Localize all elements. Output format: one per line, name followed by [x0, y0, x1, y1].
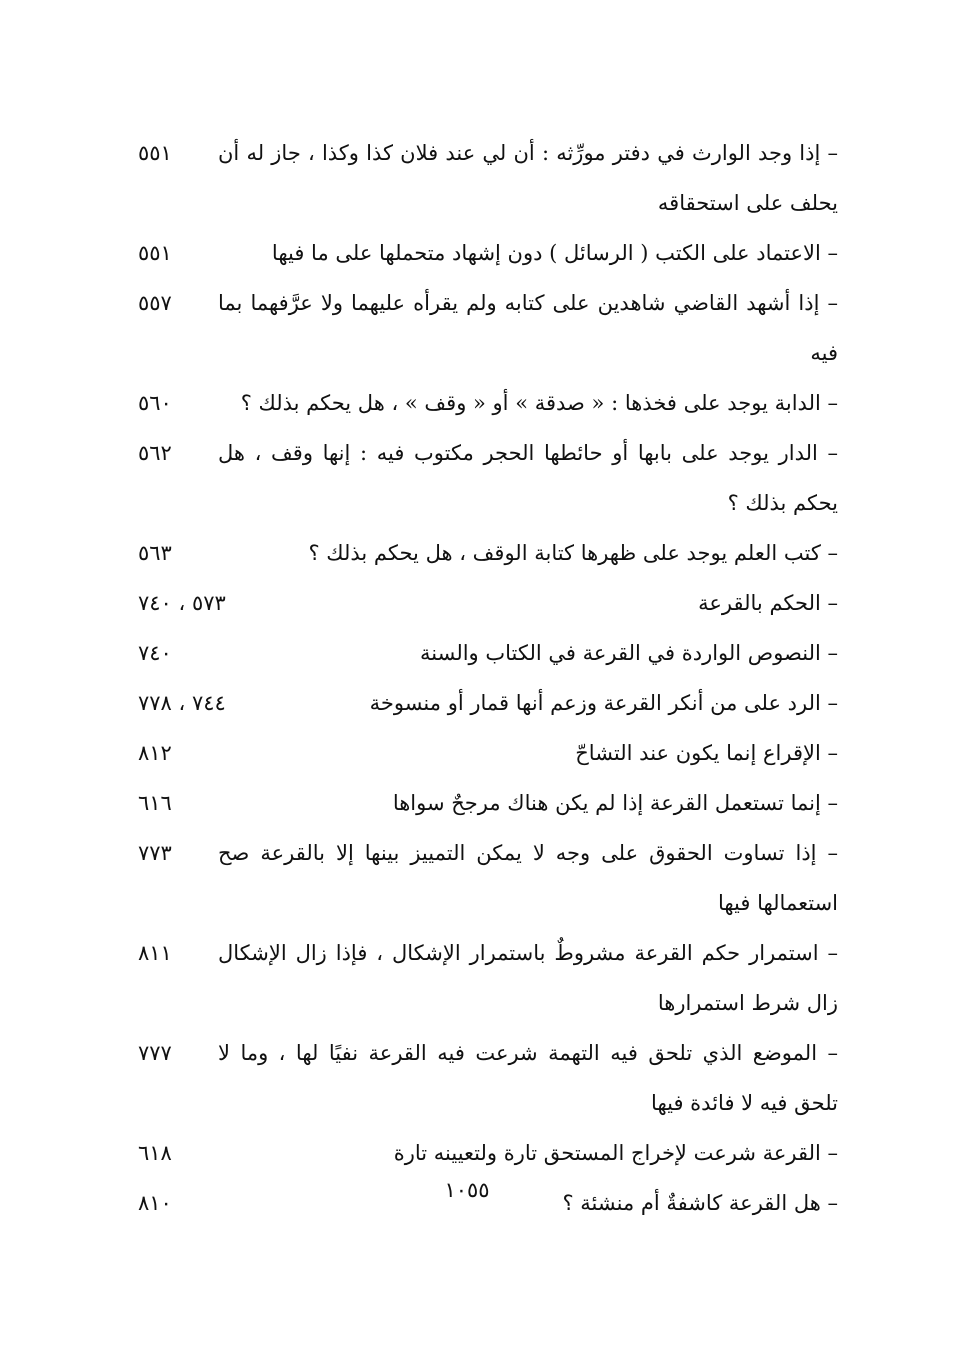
index-entry: [138, 628, 838, 678]
entry-page-ref: ٧٤٠: [138, 641, 172, 665]
entry-text: – كتب العلم يوجد على ظهرها كتابة الوقف ، هل يحكم بذلك ؟: [308, 541, 838, 565]
entry-text: – الحكم بالقرعة: [698, 591, 838, 615]
entry-page-ref: ٥٥٧: [138, 291, 172, 315]
entry-page-ref: ٧٤٤ ، ٧٧٨: [138, 691, 226, 715]
entry-page-ref: ٥٥١: [138, 141, 172, 165]
entry-text: – إنما تستعمل القرعة إذا لم يكن هناك مرجحٌ سواها: [392, 791, 838, 815]
entry-page-ref: ٥٦٠: [138, 391, 172, 415]
entry-page-ref: ٨١٠: [138, 1191, 172, 1215]
index-entry: [138, 678, 838, 728]
index-entry: [138, 378, 838, 428]
entry-page-ref: ٨١١: [138, 941, 172, 965]
index-entry: [138, 528, 838, 578]
entry-page-ref: ٥٦٢: [138, 441, 172, 465]
index-entry: [138, 278, 838, 378]
index-entry: [138, 228, 838, 278]
entry-page-ref: ٦١٦: [138, 791, 172, 815]
entry-text: – الاعتماد على الكتب ( الرسائل ) دون إشهاد متحملها على ما فيها: [271, 241, 838, 265]
entry-text: – إذا وجد الوارث في دفتر مورِّثه : أن لي عند فلان كذا وكذا ، جاز له أن يحلف على استحقاقه: [218, 141, 838, 215]
entry-page-ref: ٧٧٣: [138, 841, 172, 865]
entry-text: – الموضع الذي تلحق فيه التهمة شرعت فيه القرعة نفيًا لها ، وما لا تلحق فيه لا فائدة فيها: [218, 1041, 838, 1115]
index-entry: [138, 778, 838, 828]
entry-text: – الرد على من أنكر القرعة وزعم أنها قمار أو منسوخة: [369, 691, 838, 715]
entry-text: – إذا أشهد القاضي شاهدين على كتابه ولم يقرأه عليهما ولا عرَّفهما بما فيه: [218, 291, 838, 365]
entry-page-ref: ٥٦٣: [138, 541, 172, 565]
entry-text: – النصوص الواردة في القرعة في الكتاب والسنة: [419, 641, 838, 665]
entry-page-ref: ٥٥١: [138, 241, 172, 265]
entry-text: – استمرار حكم القرعة مشروطٌ باستمرار الإشكال ، فإذا زال الإشكال زال شرط استمرارها: [218, 941, 838, 1015]
entry-text: – الدابة يوجد على فخذها : « صدقة » أو « وقف » ، هل يحكم بذلك ؟: [240, 391, 838, 415]
index-entry: [138, 578, 838, 628]
entry-text: – هل القرعة كاشفةٌ أم منشئة ؟: [562, 1191, 838, 1215]
index-entries: [138, 128, 838, 1228]
index-entry: [138, 728, 838, 778]
entry-page-ref: ٧٧٧: [138, 1041, 172, 1065]
entry-text: – إذا تساوت الحقوق على وجه لا يمكن التمييز بينها إلا بالقرعة صح استعمالها فيها: [218, 841, 838, 915]
index-entry: [138, 1028, 838, 1128]
index-entry: [138, 1128, 838, 1178]
entry-text: – القرعة شرعت لإخراج المستحق تارة ولتعيينه تارة: [393, 1141, 838, 1165]
entry-page-ref: ٨١٢: [138, 741, 172, 765]
entry-page-ref: ٦١٨: [138, 1141, 172, 1165]
index-entry: [138, 128, 838, 228]
index-entry: [138, 828, 838, 928]
entry-page-ref: ٥٧٣ ، ٧٤٠: [138, 591, 226, 615]
entry-text: – الدار يوجد على بابها أو حائطها الحجر مكتوب فيه : إنها وقف ، هل يحكم بذلك ؟: [218, 441, 838, 515]
page-number: ١٠٥٥: [444, 1178, 490, 1202]
index-entry: [138, 428, 838, 528]
entry-text: – الإقراع إنما يكون عند التشاحّ: [575, 741, 838, 765]
index-entry: [138, 928, 838, 1028]
